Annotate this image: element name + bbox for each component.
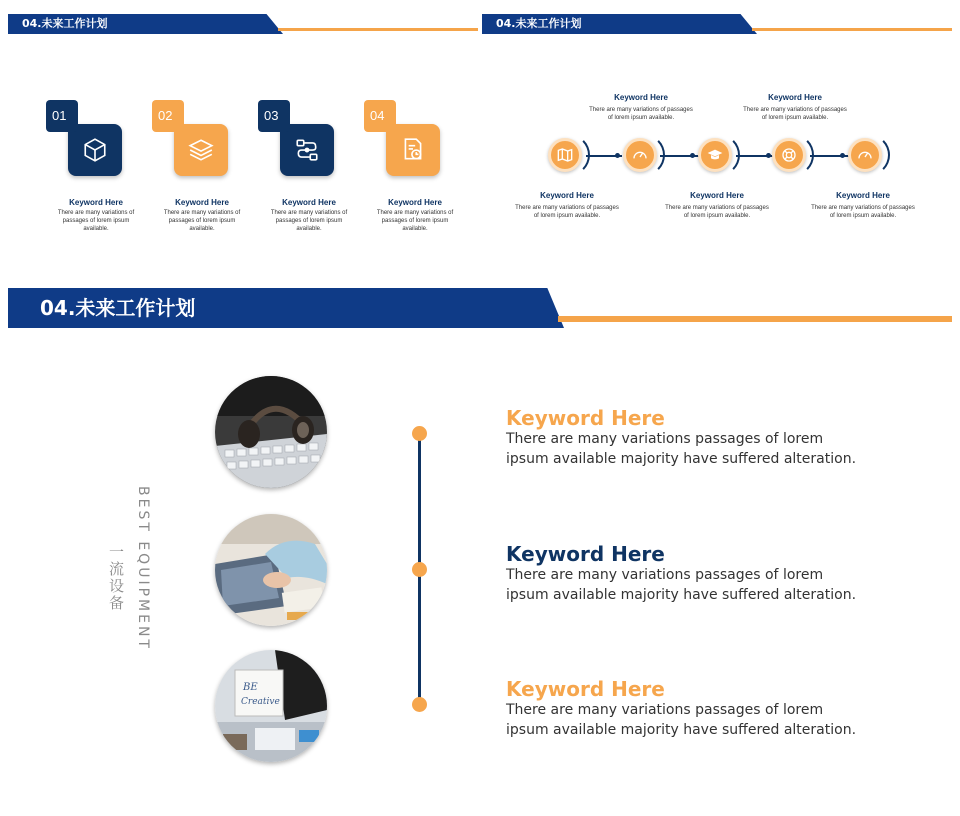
- title-accent-line: [278, 28, 478, 31]
- timeline-keyword: Keyword Here: [836, 191, 890, 200]
- numbered-block: [152, 100, 232, 180]
- title-accent-line: [558, 316, 952, 322]
- timeline-connector: [810, 155, 852, 157]
- vertical-chinese-label: 一流设备: [107, 544, 125, 612]
- block-description: There are many variations of passages of lorem ipsum available.: [270, 210, 348, 232]
- timeline-keyword: Keyword Here: [614, 93, 668, 102]
- block-keyword: Keyword Here: [282, 198, 336, 207]
- timeline-description: There are many variations of passages of lorem ipsum available.: [589, 107, 693, 121]
- svg-text:BE: BE: [243, 682, 258, 693]
- be-creative-desk-photo: [215, 650, 327, 762]
- block-number: 02: [152, 100, 184, 132]
- block-description: There are many variations of passages of lorem ipsum available.: [57, 210, 135, 232]
- slide-title: 04.未来工作计划: [496, 17, 582, 30]
- timeline-dot: [412, 697, 427, 712]
- block-number: 04: [364, 100, 396, 132]
- block-number: 01: [46, 100, 78, 132]
- block-keyword: Keyword Here: [69, 198, 123, 207]
- numbered-block: [364, 100, 444, 180]
- laptop-typing-photo: [215, 514, 327, 626]
- layers-icon: [174, 124, 228, 176]
- headphones-keyboard-photo: [215, 376, 327, 488]
- timeline-dot: [412, 562, 427, 577]
- timeline-description: There are many variations of passages of lorem ipsum available.: [743, 107, 847, 121]
- block-description: There are many variations of passages of lorem ipsum available.: [163, 210, 241, 232]
- speedometer-icon: [848, 138, 882, 172]
- feature-description: There are many variations passages of lorem ipsum available majority have suffered alteration.: [506, 702, 857, 738]
- timeline-dot: [412, 426, 427, 441]
- block-keyword: Keyword Here: [175, 198, 229, 207]
- document-clock-icon: [386, 124, 440, 176]
- map-icon: [548, 138, 582, 172]
- feature-description: There are many variations passages of lorem ipsum available majority have suffered alteration.: [506, 431, 857, 467]
- timeline-dot: [615, 153, 620, 158]
- title-accent-line: [752, 28, 952, 31]
- timeline-keyword: Keyword Here: [540, 191, 594, 200]
- slide-timeline: [482, 10, 952, 244]
- workflow-icon: [280, 124, 334, 176]
- timeline-description: There are many variations of passages of lorem ipsum available.: [665, 205, 769, 219]
- slide-title: 04.未来工作计划: [22, 17, 108, 30]
- numbered-block: [258, 100, 338, 180]
- block-description: There are many variations of passages of lorem ipsum available.: [376, 210, 454, 232]
- vertical-english-label: BEST EQUIPMENT: [135, 486, 151, 651]
- timeline-description: There are many variations of passages of lorem ipsum available.: [515, 205, 619, 219]
- slide-title: 04.未来工作计划: [40, 296, 196, 320]
- block-number: 03: [258, 100, 290, 132]
- timeline-keyword: Keyword Here: [768, 93, 822, 102]
- slide-best-equipment: [8, 286, 952, 806]
- feature-description: There are many variations passages of lorem ipsum available majority have suffered alteration.: [506, 567, 857, 603]
- feature-keyword: Keyword Here: [506, 542, 665, 566]
- slide-numbered-blocks: [8, 10, 478, 244]
- feature-keyword: Keyword Here: [506, 677, 665, 701]
- timeline-dot: [690, 153, 695, 158]
- timeline-keyword: Keyword Here: [690, 191, 744, 200]
- lifebuoy-icon: [772, 138, 806, 172]
- svg-text:Creative: Creative: [241, 697, 280, 707]
- speedometer-icon: [623, 138, 657, 172]
- feature-keyword: Keyword Here: [506, 406, 665, 430]
- block-keyword: Keyword Here: [388, 198, 442, 207]
- timeline-dot: [840, 153, 845, 158]
- graduation-cap-icon: [698, 138, 732, 172]
- timeline-description: There are many variations of passages of lorem ipsum available.: [811, 205, 915, 219]
- cube-icon: [68, 124, 122, 176]
- timeline-dot: [766, 153, 771, 158]
- numbered-block: [46, 100, 126, 180]
